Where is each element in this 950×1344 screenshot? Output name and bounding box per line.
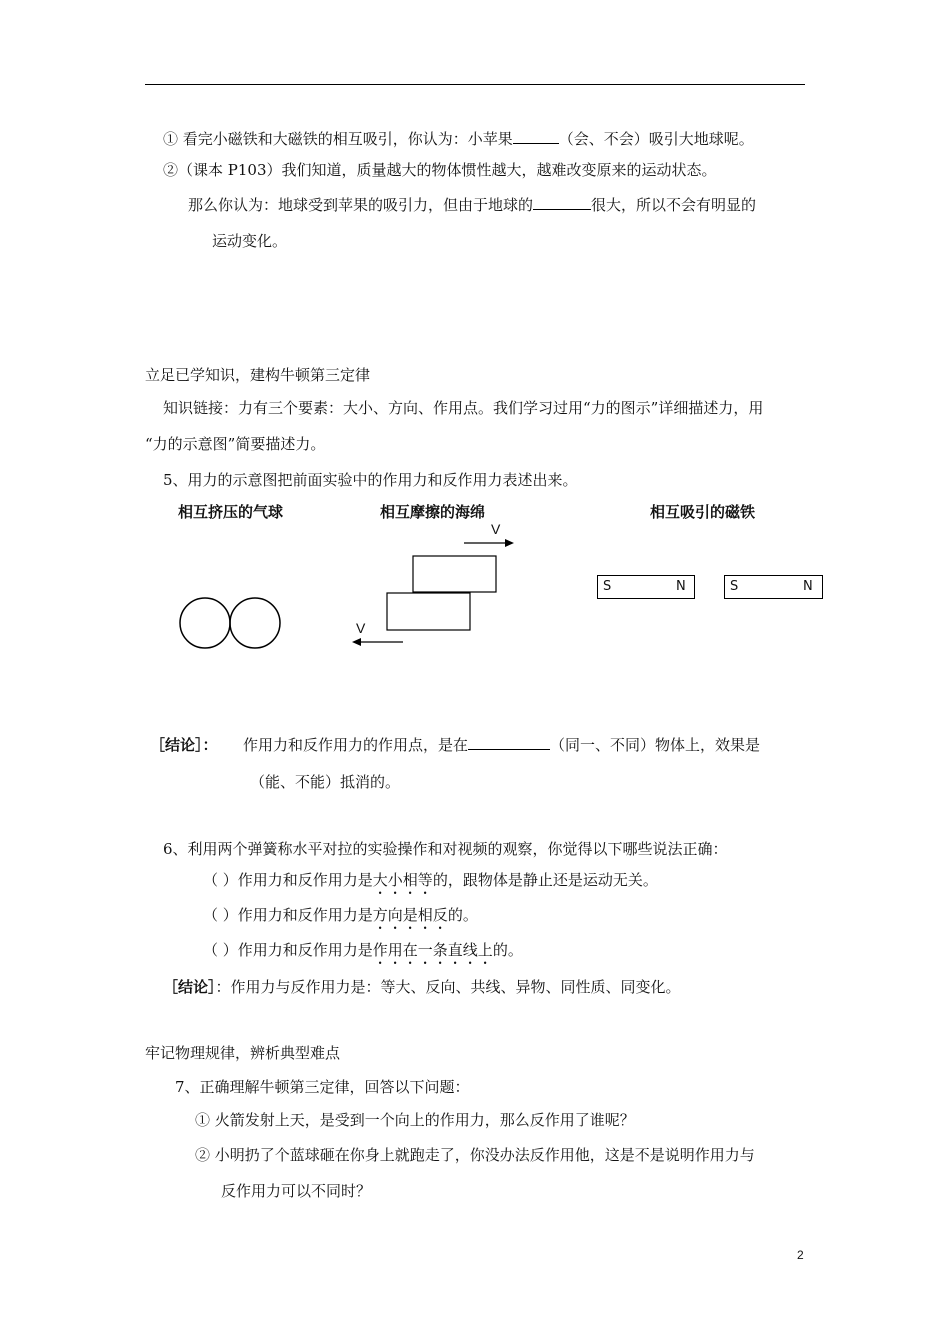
q5-conclusion-line-1 (243, 735, 760, 755)
sponge-top (413, 556, 496, 592)
q6-option-2 (203, 905, 478, 933)
q6-option-3-bracket[interactable]: （ ） (203, 941, 238, 959)
balloon-right (230, 598, 280, 648)
q6-option-2-b: 的。 (447, 906, 478, 924)
q4-line-1-b: （会、不会）吸引大地球呢。 (558, 130, 754, 148)
velocity-label-top: V (491, 521, 501, 537)
q7-prompt: 7、正确理解牛顿第三定律，回答以下问题： (175, 1078, 470, 1096)
q6-option-1-emphasis: 大小相等 (372, 871, 433, 889)
q6-option-3 (203, 940, 523, 968)
page-number: 2 (797, 1248, 804, 1262)
arrowhead-right-icon (505, 539, 514, 547)
q4-line-1-a: ① 看完小磁铁和大磁铁的相互吸引，你认为：小苹果 (163, 130, 513, 148)
q6-option-3-a: 作用力和反作用力是 (237, 941, 373, 959)
velocity-label-bottom: V (356, 620, 366, 636)
q7-item-2-line-2: 反作用力可以不同时？ (221, 1182, 372, 1200)
section-heading-1: 立足已学知识，建构牛顿第三定律 (145, 366, 371, 384)
balloon-left (180, 598, 230, 648)
q6-option-3-emphasis: 作用在一条直线上 (372, 941, 493, 959)
q6-option-1-a: 作用力和反作用力是 (237, 871, 373, 889)
q6-option-1-bracket[interactable]: （ ） (203, 871, 238, 889)
arrowhead-left-icon (352, 638, 361, 646)
knowledge-link-line-1: 知识链接：力有三个要素：大小、方向、作用点。我们学习过用“力的图示”详细描述力，用 (163, 399, 764, 417)
q6-option-2-emphasis: 方向是相反 (372, 906, 448, 924)
q5-conclusion-line-2: （能、不能）抵消的。 (250, 773, 401, 791)
q6-option-2-bracket[interactable]: （ ） (203, 906, 238, 924)
section-heading-2: 牢记物理规律，辨析典型难点 (145, 1044, 341, 1062)
q5-conclusion-a: 作用力和反作用力的作用点，是在 (243, 736, 469, 754)
magnet-2 (724, 575, 823, 599)
q6-conclusion-text: ：作用力与反作用力是：等大、反向、共线、异物、同性质、同变化。 (215, 978, 681, 996)
answer-blank-3[interactable] (468, 735, 550, 750)
q6-prompt: 6、利用两个弹簧称水平对拉的实验操作和对视频的观察，你觉得以下哪些说法正确： (163, 840, 728, 858)
knowledge-link-line-2: “力的示意图”简要描述力。 (145, 435, 326, 453)
q5-prompt: 5、用力的示意图把前面实验中的作用力和反作用力表述出来。 (163, 471, 578, 489)
magnet-2-south: S (730, 579, 739, 594)
q6-conclusion-tag: ［结论］ (163, 978, 216, 996)
q5-conclusion-tag: ［结论］： (150, 736, 218, 754)
q6-option-3-b: 的。 (492, 941, 523, 959)
q4-line-3-b: 很大，所以不会有明显的 (591, 196, 757, 214)
sponge-bottom (387, 593, 470, 630)
q4-line-2: ②（课本 P103）我们知道，质量越大的物体惯性越大，越难改变原来的运动状态。 (163, 161, 717, 179)
figure-label-balloons: 相互挤压的气球 (178, 503, 284, 521)
q6-option-1-b: 的，跟物体是静止还是运动无关。 (432, 871, 658, 889)
magnet-2-north: N (803, 579, 813, 594)
q7-item-1: ① 火箭发射上天，是受到一个向上的作用力，那么反作用了谁呢？ (195, 1111, 635, 1129)
q5-conclusion-b: （同一、不同）物体上，效果是 (550, 736, 761, 754)
q7-item-2-line-1: ② 小明扔了个蓝球砸在你身上就跑走了，你没办法反作用他，这是不是说明作用力与 (195, 1146, 755, 1164)
magnet-1-south: S (603, 579, 612, 594)
q6-conclusion (163, 977, 681, 997)
q6-option-1 (203, 870, 658, 898)
q4-line-4: 运动变化。 (212, 232, 288, 250)
figure-label-sponge: 相互摩擦的海绵 (380, 503, 486, 521)
magnet-1 (597, 575, 695, 599)
figure-label-magnets: 相互吸引的磁铁 (650, 503, 756, 521)
q4-line-3-a: 那么你认为：地球受到苹果的吸引力，但由于地球的 (188, 196, 534, 214)
q6-option-2-a: 作用力和反作用力是 (237, 906, 373, 924)
magnet-1-north: N (676, 579, 686, 594)
